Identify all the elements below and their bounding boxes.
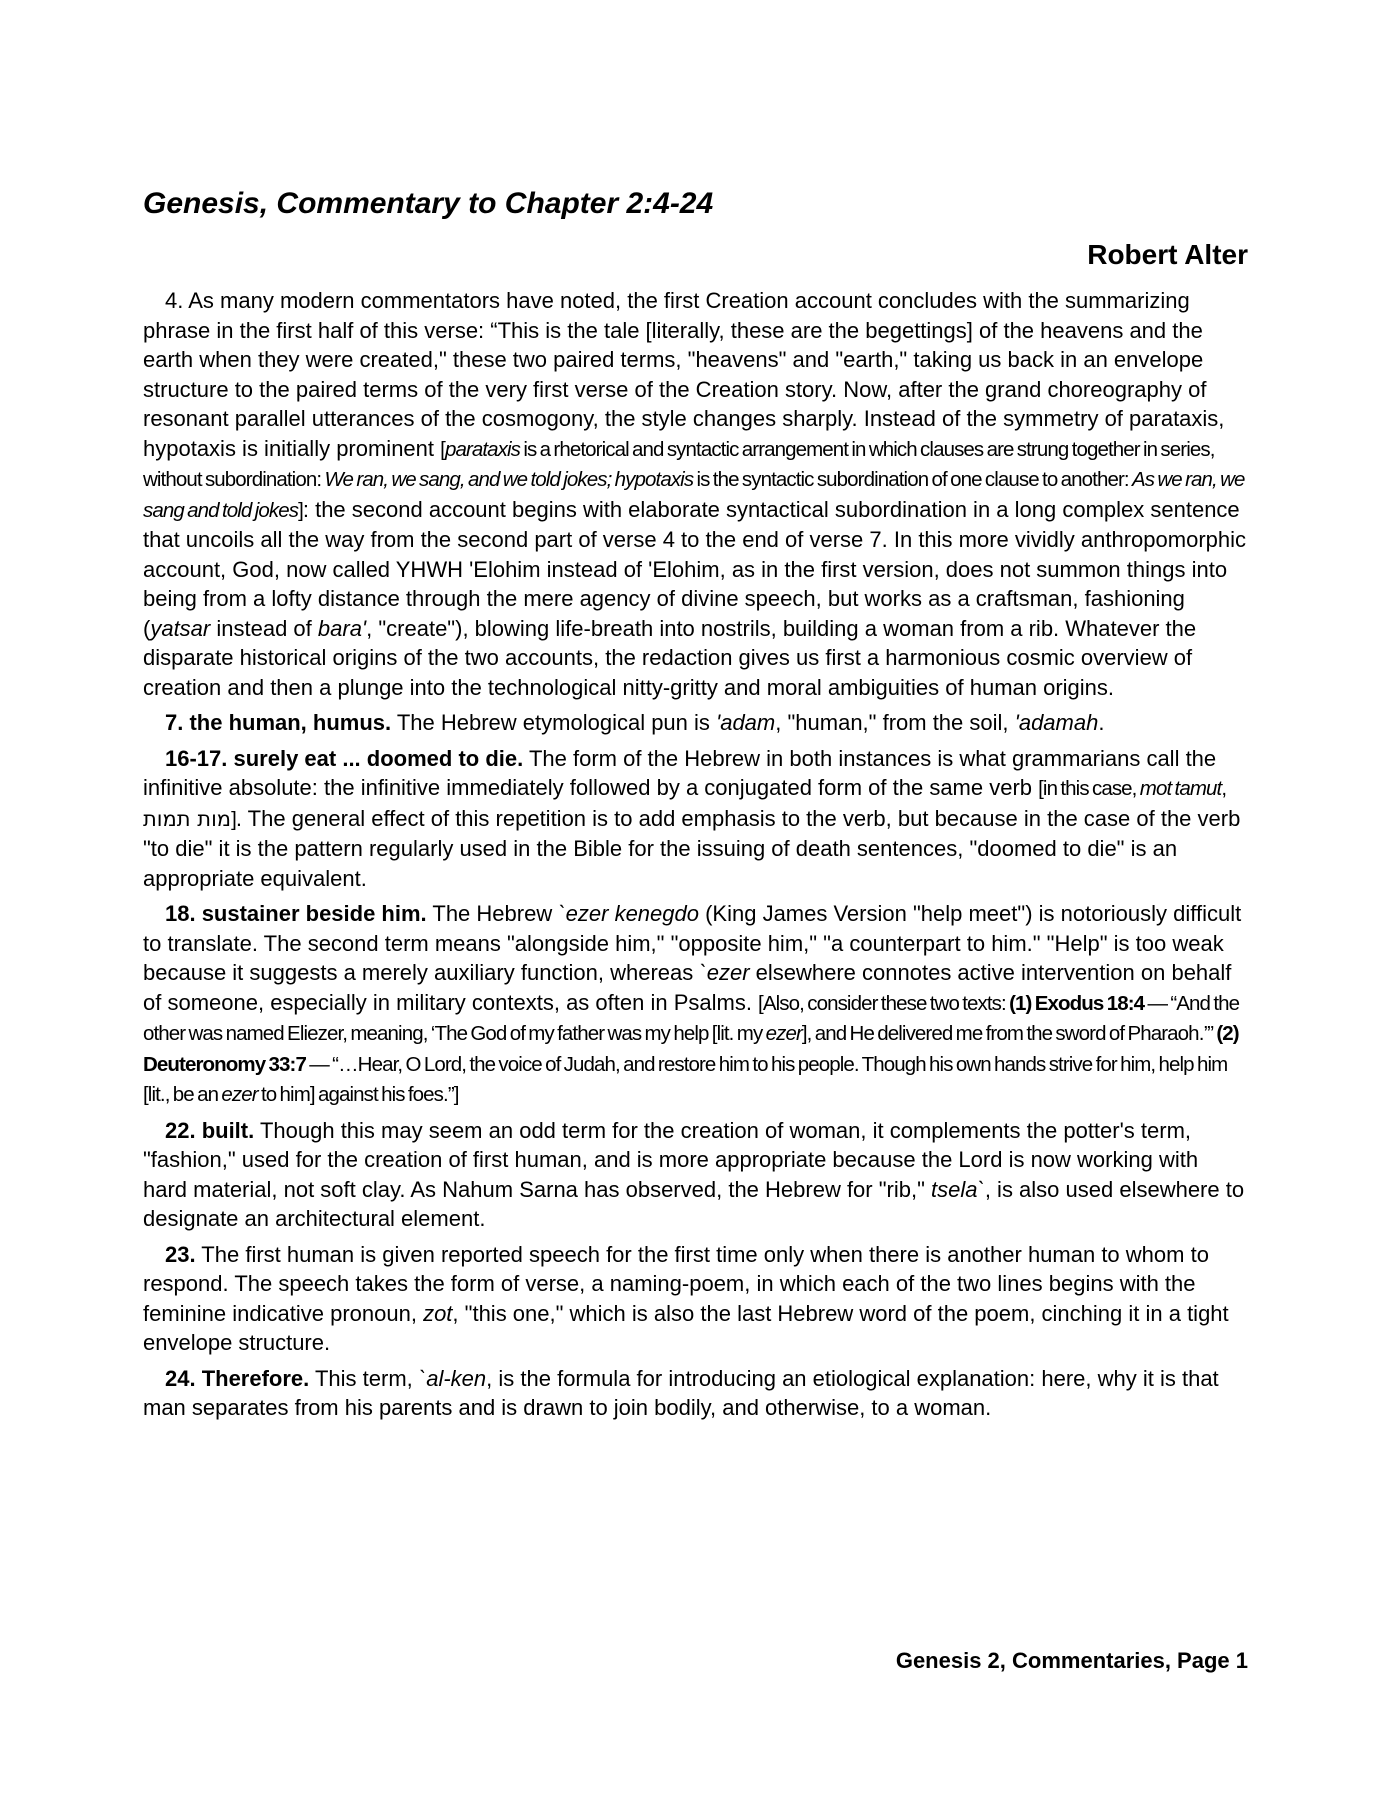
text-run: , "this one," which is also the last Hebrew word of the poem, cinching it in a tight envelope structure. bbox=[143, 1300, 1229, 1355]
commentary-body bbox=[143, 286, 1248, 1423]
text-run: [ bbox=[440, 437, 445, 461]
paragraph bbox=[143, 1240, 1248, 1358]
text-run: ] bbox=[231, 807, 236, 831]
author-name: Robert Alter bbox=[1087, 239, 1248, 270]
text-run: 4. As many modern commentators have noted, the first Creation account concludes with the summarizing phrase in the first half of this verse: “This is the tale [literally, these are the begettings] of the heavens and the earth when they were created," these two paired terms, "heavens" and "earth," taking us back in an envelope structure to the paired terms of the very first verse of the Creation story. Now, after the grand choreography of resonant parallel utterances of the cosmogony, the style changes sharply. Instead of the symmetry of parataxis, hypotaxis is initially prominent bbox=[143, 288, 1225, 461]
text-run: We ran, we sang, and we told jokes; hypotaxis bbox=[324, 468, 694, 491]
text-run: , bbox=[1221, 777, 1227, 800]
text-run: This term, bbox=[309, 1365, 419, 1391]
text-run: The form of the Hebrew in both instances is what grammarians call the infinitive absolute: the infinitive immediately followed by a conjugated form of the same verb bbox=[143, 745, 1217, 800]
text-run: The Hebrew etymological pun is bbox=[391, 710, 717, 735]
text-run: (2) Deuteronomy 33:7 bbox=[143, 1022, 1239, 1076]
text-run: `ezer bbox=[699, 960, 750, 985]
text-run: The Hebrew bbox=[426, 901, 559, 926]
text-run: is a rhetorical and syntactic arrangement in which clauses are strung together in series, without subordination: bbox=[143, 437, 1215, 491]
text-run: Though this may seem an odd term for the creation of woman, it complements the potter's term, "fashion," used for the creation of first human, and is more appropriate because the Lord is now working with hard material, not soft clay. As Nahum Sarna has observed, the Hebrew for "rib," bbox=[143, 1117, 1199, 1202]
text-run: (1) Exodus 18:4 bbox=[1009, 991, 1145, 1015]
text-run: As we ran, we sang and told jokes bbox=[143, 468, 1245, 522]
text-run: , is also used elsewhere to designate an architectural element. bbox=[143, 1176, 1245, 1231]
text-run: `al-ken bbox=[418, 1365, 487, 1391]
text-run: , "human," from the soil, bbox=[775, 710, 1015, 735]
hebrew-text: מות תמות bbox=[143, 806, 232, 831]
text-run: is the syntactic subordination of one clause to another: bbox=[693, 468, 1132, 491]
text-run: 'adamah bbox=[1014, 710, 1099, 735]
paragraph bbox=[143, 1116, 1248, 1234]
text-run: instead of bbox=[210, 615, 318, 641]
text-run: [in this case, bbox=[1038, 777, 1140, 800]
text-run: 16-17. surely eat ... doomed to die. bbox=[165, 745, 524, 771]
text-run: parataxis bbox=[444, 437, 521, 461]
text-run: (King James Version "help meet") is notoriously difficult to translate. The second term means "alongside him," "opposite him," "a counterpart to him." "Help" is too weak because it suggests a merely auxiliary function, whereas bbox=[143, 901, 1242, 985]
text-run: elsewhere connotes active intervention on behalf of someone, especially in military contexts, as often in Psalms. bbox=[143, 960, 1232, 1015]
text-run: yatsar bbox=[150, 615, 211, 641]
text-run: 22. built. bbox=[165, 1117, 255, 1143]
text-run: ], and He delivered me from the sword of Pharaoh.’” bbox=[801, 1022, 1217, 1045]
text-run: . bbox=[1098, 710, 1105, 735]
text-run: mot tamut bbox=[1139, 777, 1222, 800]
paragraph bbox=[143, 286, 1248, 702]
text-run: ezer bbox=[765, 1022, 802, 1045]
text-run: : the second account begins with elaborate syntactical subordination in a long complex sentence that uncoils all the way from the second part of verse 4 to the end of verse 7. In this more vividly anthropomorphic account, God, now called YHWH 'Elohim instead of 'Elohim, as in the first version, does not summon things into being from a lofty distance through the mere agency of divine speech, but works as a craftsman, fashioning ( bbox=[143, 496, 1247, 641]
text-run: zot bbox=[423, 1300, 453, 1326]
text-run: , "create"), blowing life-breath into nostrils, building a woman from a rib. Whatever the disparate historical origins of the two accounts, the redaction gives us first a harmonious cosmic overview of creation and then a plunge into the technological nitty-gritty and moral ambiguities of human origins. bbox=[143, 615, 1197, 700]
document-title: Genesis, Commentary to Chapter 2:4-24 bbox=[143, 187, 714, 220]
paragraph bbox=[143, 899, 1248, 1110]
text-run: , is the formula for introducing an etiological explanation: here, why it is that man separates from his parents and is drawn to join bodily, and otherwise, to a woman. bbox=[143, 1365, 1219, 1420]
text-run: tsela` bbox=[931, 1176, 985, 1202]
paragraph bbox=[143, 744, 1248, 894]
text-run: to him] against his foes.”] bbox=[257, 1083, 459, 1106]
text-run: bara' bbox=[317, 615, 367, 641]
text-run: The first human is given reported speech for the first time only when there is another human to whom to respond. The speech takes the form of verse, a naming-poem, in which each of the two lines begins with the feminine indicative pronoun, bbox=[143, 1241, 1209, 1326]
page-footer: Genesis 2, Commentaries, Page 1 bbox=[895, 1648, 1248, 1673]
text-run: 23. bbox=[165, 1241, 196, 1267]
text-run: 18. sustainer beside him. bbox=[165, 901, 427, 926]
text-run: 24. Therefore. bbox=[165, 1365, 310, 1391]
paragraph bbox=[143, 708, 1248, 738]
text-run: 'adam bbox=[716, 710, 776, 735]
text-run: . The general effect of this repetition is to add emphasis to the verb, but because in the case of the verb "to die" it is the pattern regularly used in the Bible for the issuing of death sentences, "doomed to die" is an appropriate equivalent. bbox=[143, 805, 1241, 891]
text-run: `ezer kenegdo bbox=[558, 901, 699, 926]
text-run: — “…Hear, O Lord, the voice of Judah, and restore him to his people. Though his own hands strive for him, help him [lit., be an bbox=[143, 1052, 1228, 1106]
paragraph bbox=[143, 1364, 1248, 1423]
text-run: 7. the human, humus. bbox=[165, 710, 392, 735]
text-run: — “And the other was named Eliezer, meaning, ‘The God of my father was my help [lit. my bbox=[143, 991, 1240, 1045]
text-run: ] bbox=[298, 498, 303, 522]
text-run: [Also, consider these two texts: bbox=[758, 991, 1010, 1015]
text-run: ezer bbox=[221, 1083, 258, 1106]
